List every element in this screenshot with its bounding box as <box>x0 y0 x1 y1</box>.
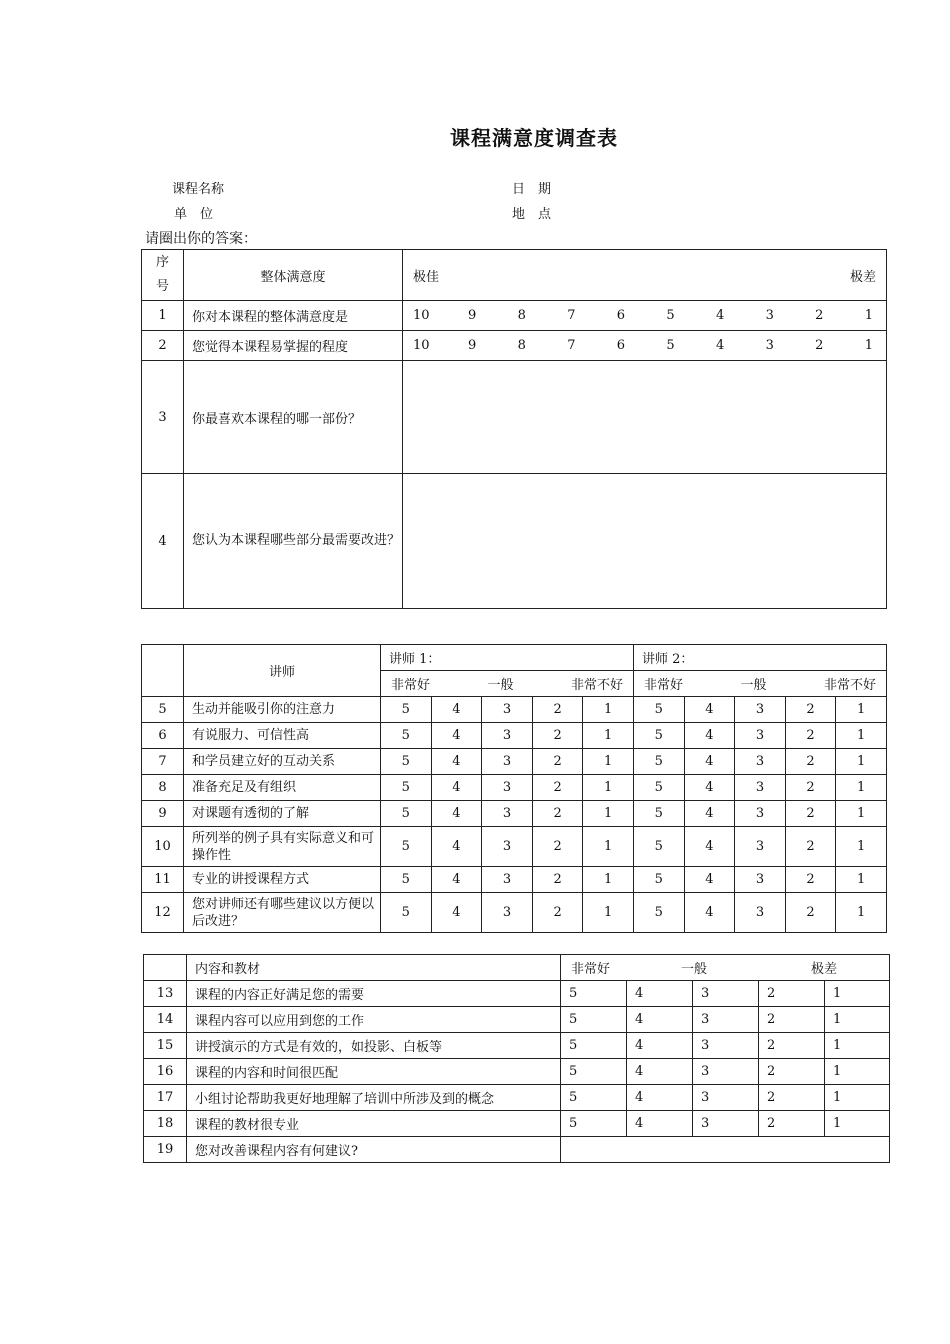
rating-option[interactable]: 1 <box>825 1033 890 1059</box>
rating-scale[interactable] <box>403 301 887 331</box>
rating-option[interactable]: 1 <box>583 867 634 893</box>
table-row <box>144 981 890 1007</box>
table-row <box>142 827 887 867</box>
rating-option[interactable]: 10 <box>413 308 430 323</box>
rating-option[interactable]: 3 <box>735 775 786 801</box>
rating-option[interactable]: 3 <box>482 893 533 933</box>
rating-option[interactable]: 1 <box>836 775 887 801</box>
rating-option[interactable]: 2 <box>815 308 824 323</box>
rating-option[interactable]: 1 <box>825 1007 890 1033</box>
lecturer-1-scale-labels <box>381 671 634 697</box>
very-good-label: 非常好 <box>571 962 611 977</box>
rating-option[interactable]: 2 <box>785 867 836 893</box>
very-good-label: 非常好 <box>643 678 683 693</box>
rating-option[interactable]: 4 <box>627 1059 693 1085</box>
rating-option[interactable]: 1 <box>583 893 634 933</box>
lecturer-2-header: 讲师 2： <box>633 645 886 671</box>
row-number: 3 <box>142 361 184 474</box>
unit-label: 单 位 <box>174 207 214 222</box>
rating-option[interactable]: 1 <box>583 801 634 827</box>
rating-option[interactable]: 2 <box>785 775 836 801</box>
page-title: 课程满意度调查表 <box>450 126 618 150</box>
rating-option[interactable]: 1 <box>825 981 890 1007</box>
rating-option[interactable]: 2 <box>785 749 836 775</box>
rating-scale[interactable] <box>403 331 887 361</box>
rating-option[interactable]: 1 <box>583 749 634 775</box>
rating-option[interactable]: 5 <box>633 801 684 827</box>
table-row <box>142 697 887 723</box>
rating-option[interactable]: 2 <box>785 697 836 723</box>
rating-option[interactable]: 5 <box>666 308 675 323</box>
date-label: 日 期 <box>512 182 552 197</box>
question-text: 您觉得本课程易掌握的程度 <box>184 331 403 361</box>
overall-satisfaction-table <box>141 249 887 609</box>
lecturer-header: 讲师 <box>184 645 381 697</box>
rating-option[interactable]: 5 <box>561 1033 627 1059</box>
rating-option[interactable]: 1 <box>836 697 887 723</box>
rating-option[interactable]: 5 <box>561 1111 627 1137</box>
rating-option[interactable]: 2 <box>532 893 583 933</box>
rating-option[interactable]: 3 <box>482 775 533 801</box>
row-number: 7 <box>142 749 184 775</box>
average-label: 一般 <box>487 678 514 693</box>
rating-option[interactable]: 4 <box>684 775 735 801</box>
rating-option[interactable]: 2 <box>532 723 583 749</box>
rating-option[interactable]: 1 <box>836 801 887 827</box>
rating-option[interactable]: 2 <box>759 1033 825 1059</box>
answer-area[interactable] <box>403 361 887 474</box>
table-row <box>142 893 887 933</box>
rating-option[interactable]: 5 <box>633 775 684 801</box>
blank-cell <box>144 955 187 981</box>
rating-option[interactable]: 2 <box>759 1111 825 1137</box>
rating-option[interactable]: 4 <box>684 749 735 775</box>
rating-option[interactable]: 3 <box>693 981 759 1007</box>
table-row <box>144 1059 890 1085</box>
rating-option[interactable]: 2 <box>532 749 583 775</box>
rating-option[interactable]: 5 <box>381 775 432 801</box>
rating-option[interactable]: 2 <box>759 1007 825 1033</box>
rating-option[interactable]: 2 <box>532 801 583 827</box>
rating-option[interactable]: 8 <box>517 308 526 323</box>
rating-option[interactable]: 7 <box>567 308 576 323</box>
rating-option[interactable]: 3 <box>735 893 786 933</box>
rating-option[interactable]: 3 <box>765 338 774 353</box>
row-number: 12 <box>142 893 184 933</box>
rating-option[interactable]: 3 <box>693 1007 759 1033</box>
rating-option[interactable]: 3 <box>735 801 786 827</box>
rating-option[interactable]: 3 <box>735 827 786 867</box>
course-name-label: 课程名称 <box>172 182 225 197</box>
rating-option[interactable]: 5 <box>381 801 432 827</box>
rating-option[interactable]: 4 <box>684 867 735 893</box>
rating-option[interactable]: 1 <box>836 827 887 867</box>
question-text: 生动并能吸引你的注意力 <box>184 697 381 723</box>
rating-option[interactable]: 5 <box>633 749 684 775</box>
rating-option[interactable]: 5 <box>633 697 684 723</box>
rating-option[interactable]: 4 <box>431 749 482 775</box>
rating-option[interactable]: 1 <box>825 1111 890 1137</box>
rating-option[interactable]: 4 <box>431 775 482 801</box>
row-number: 2 <box>142 331 184 361</box>
question-text: 课程内容可以应用到您的工作 <box>187 1007 561 1033</box>
row-number: 9 <box>142 801 184 827</box>
rating-option[interactable]: 4 <box>431 723 482 749</box>
row-number: 14 <box>144 1007 187 1033</box>
rating-option[interactable]: 2 <box>532 827 583 867</box>
poor-label: 极差 <box>811 962 838 977</box>
rating-option[interactable]: 5 <box>561 1059 627 1085</box>
scale-header <box>403 250 887 301</box>
question-text: 专业的讲授课程方式 <box>184 867 381 893</box>
rating-option[interactable]: 2 <box>759 1085 825 1111</box>
question-text: 您对改善课程内容有何建议? <box>187 1137 561 1163</box>
blank-cell <box>142 645 184 697</box>
rating-option[interactable]: 4 <box>627 1085 693 1111</box>
answer-area[interactable] <box>403 474 887 609</box>
rating-option[interactable]: 2 <box>532 867 583 893</box>
rating-option[interactable]: 5 <box>633 723 684 749</box>
rating-option[interactable]: 4 <box>431 893 482 933</box>
rating-option[interactable]: 1 <box>825 1085 890 1111</box>
very-good-label: 非常好 <box>391 678 431 693</box>
rating-option[interactable]: 4 <box>715 308 725 323</box>
rating-option[interactable]: 4 <box>715 338 725 353</box>
table-header-row <box>142 250 887 301</box>
lecturer-2-scale-labels <box>633 671 886 697</box>
answer-area[interactable] <box>561 1137 890 1163</box>
question-text: 课程的教材很专业 <box>187 1111 561 1137</box>
row-number: 10 <box>142 827 184 867</box>
row-number: 5 <box>142 697 184 723</box>
rating-option[interactable]: 3 <box>482 867 533 893</box>
rating-option[interactable]: 2 <box>759 981 825 1007</box>
rating-option[interactable]: 5 <box>381 867 432 893</box>
rating-option[interactable]: 5 <box>561 1085 627 1111</box>
table-header-row <box>144 955 890 981</box>
best-label: 极佳 <box>413 269 440 285</box>
question-text: 您对讲师还有哪些建议以方便以后改进？ <box>184 893 381 933</box>
rating-option[interactable]: 4 <box>431 827 482 867</box>
rating-option[interactable]: 3 <box>735 867 786 893</box>
rating-option[interactable]: 5 <box>633 893 684 933</box>
table-row <box>142 723 887 749</box>
rating-option[interactable]: 3 <box>482 697 533 723</box>
rating-option[interactable]: 5 <box>666 338 675 353</box>
table-row <box>144 1033 890 1059</box>
content-scale-labels <box>561 955 890 981</box>
rating-option[interactable]: 2 <box>785 723 836 749</box>
worst-label: 极差 <box>849 269 876 285</box>
question-text: 讲授演示的方式是有效的，如投影、白板等 <box>187 1033 561 1059</box>
row-number: 6 <box>142 723 184 749</box>
rating-option[interactable]: 3 <box>693 1033 759 1059</box>
table-header-row <box>142 645 887 671</box>
rating-option[interactable]: 4 <box>627 1111 693 1137</box>
question-text: 有说服力、可信性高 <box>184 723 381 749</box>
question-text: 你最喜欢本课程的哪一部份？ <box>184 361 403 474</box>
rating-option[interactable]: 4 <box>684 827 735 867</box>
rating-option[interactable]: 9 <box>468 338 477 353</box>
place-label: 地 点 <box>512 207 552 222</box>
rating-option[interactable]: 2 <box>532 775 583 801</box>
rating-option[interactable]: 4 <box>684 723 735 749</box>
rating-option[interactable]: 1 <box>583 723 634 749</box>
question-text: 所列举的例子具有实际意义和可操作性 <box>184 827 381 867</box>
table-row <box>142 775 887 801</box>
rating-option[interactable]: 3 <box>735 697 786 723</box>
rating-option[interactable]: 9 <box>468 308 477 323</box>
rating-option[interactable]: 3 <box>482 801 533 827</box>
rating-option[interactable]: 2 <box>759 1059 825 1085</box>
rating-option[interactable]: 4 <box>431 867 482 893</box>
row-number: 1 <box>142 301 184 331</box>
question-text: 准备充足及有组织 <box>184 775 381 801</box>
rating-option[interactable]: 4 <box>627 1007 693 1033</box>
overall-satisfaction-header: 整体满意度 <box>184 250 403 301</box>
lecturer-rating-table <box>141 644 887 933</box>
row-number: 19 <box>144 1137 187 1163</box>
rating-option[interactable]: 4 <box>431 801 482 827</box>
rating-option[interactable]: 3 <box>693 1085 759 1111</box>
rating-option[interactable]: 2 <box>815 338 824 353</box>
table-row <box>142 331 887 361</box>
rating-option[interactable]: 3 <box>482 749 533 775</box>
rating-option[interactable]: 4 <box>684 893 735 933</box>
rating-option[interactable]: 3 <box>765 308 774 323</box>
rating-option[interactable]: 1 <box>836 867 887 893</box>
instruction-text: 请圈出你的答案： <box>145 231 257 247</box>
rating-option[interactable]: 2 <box>785 827 836 867</box>
row-number: 13 <box>144 981 187 1007</box>
rating-option[interactable]: 5 <box>561 981 627 1007</box>
row-number: 18 <box>144 1111 187 1137</box>
very-bad-label: 非常不好 <box>570 678 623 693</box>
rating-option[interactable]: 3 <box>735 749 786 775</box>
rating-option[interactable]: 1 <box>864 338 874 353</box>
rating-option[interactable]: 3 <box>482 723 533 749</box>
rating-option[interactable]: 3 <box>693 1111 759 1137</box>
rating-option[interactable]: 1 <box>825 1059 890 1085</box>
table-row <box>144 1085 890 1111</box>
rating-option[interactable]: 10 <box>413 338 430 353</box>
rating-option[interactable]: 5 <box>381 697 432 723</box>
table-row <box>142 361 887 474</box>
table-row <box>142 474 887 609</box>
rating-option[interactable]: 5 <box>633 867 684 893</box>
rating-option[interactable]: 5 <box>381 723 432 749</box>
rating-option[interactable]: 4 <box>627 981 693 1007</box>
rating-option[interactable]: 2 <box>785 801 836 827</box>
content-header: 内容和教材 <box>187 955 561 981</box>
rating-option[interactable]: 4 <box>627 1033 693 1059</box>
question-text: 对课题有透彻的了解 <box>184 801 381 827</box>
row-number: 8 <box>142 775 184 801</box>
table-row <box>142 301 887 331</box>
rating-option[interactable]: 3 <box>693 1059 759 1085</box>
table-row <box>144 1137 890 1163</box>
rating-option[interactable]: 5 <box>381 749 432 775</box>
question-text: 和学员建立好的互动关系 <box>184 749 381 775</box>
rating-option[interactable]: 6 <box>616 308 626 323</box>
rating-option[interactable]: 4 <box>431 697 482 723</box>
rating-option[interactable]: 5 <box>633 827 684 867</box>
table-row <box>144 1111 890 1137</box>
rating-option[interactable]: 6 <box>616 338 626 353</box>
average-label: 一般 <box>681 962 708 977</box>
rating-option[interactable]: 1 <box>583 827 634 867</box>
rating-option[interactable]: 1 <box>864 308 874 323</box>
table-row <box>142 749 887 775</box>
rating-option[interactable]: 2 <box>532 697 583 723</box>
row-number: 11 <box>142 867 184 893</box>
row-number: 16 <box>144 1059 187 1085</box>
question-text: 课程的内容和时间很匹配 <box>187 1059 561 1085</box>
seq-header: 序号 <box>142 250 184 301</box>
question-text: 课程的内容正好满足您的需要 <box>187 981 561 1007</box>
row-number: 4 <box>142 474 184 609</box>
average-label: 一般 <box>740 678 767 693</box>
rating-option[interactable]: 1 <box>836 893 887 933</box>
lecturer-1-header: 讲师 1： <box>381 645 634 671</box>
rating-option[interactable]: 5 <box>381 893 432 933</box>
rating-option[interactable]: 3 <box>482 827 533 867</box>
table-row <box>142 801 887 827</box>
rating-option[interactable]: 7 <box>567 338 576 353</box>
row-number: 15 <box>144 1033 187 1059</box>
very-bad-label: 非常不好 <box>823 678 876 693</box>
rating-option[interactable]: 5 <box>561 1007 627 1033</box>
rating-option[interactable]: 1 <box>836 749 887 775</box>
row-number: 17 <box>144 1085 187 1111</box>
rating-option[interactable]: 5 <box>381 827 432 867</box>
question-text: 小组讨论帮助我更好地理解了培训中所涉及到的概念 <box>187 1085 561 1111</box>
rating-option[interactable]: 4 <box>684 697 735 723</box>
table-row <box>142 867 887 893</box>
rating-option[interactable]: 1 <box>583 775 634 801</box>
rating-option[interactable]: 2 <box>785 893 836 933</box>
rating-option[interactable]: 1 <box>836 723 887 749</box>
question-text: 您认为本课程哪些部分最需要改进？ <box>184 474 403 609</box>
question-text: 你对本课程的整体满意度是 <box>184 301 403 331</box>
rating-option[interactable]: 3 <box>735 723 786 749</box>
rating-option[interactable]: 8 <box>517 338 526 353</box>
content-materials-table <box>143 954 890 1163</box>
rating-option[interactable]: 4 <box>684 801 735 827</box>
table-row <box>144 1007 890 1033</box>
rating-option[interactable]: 1 <box>583 697 634 723</box>
